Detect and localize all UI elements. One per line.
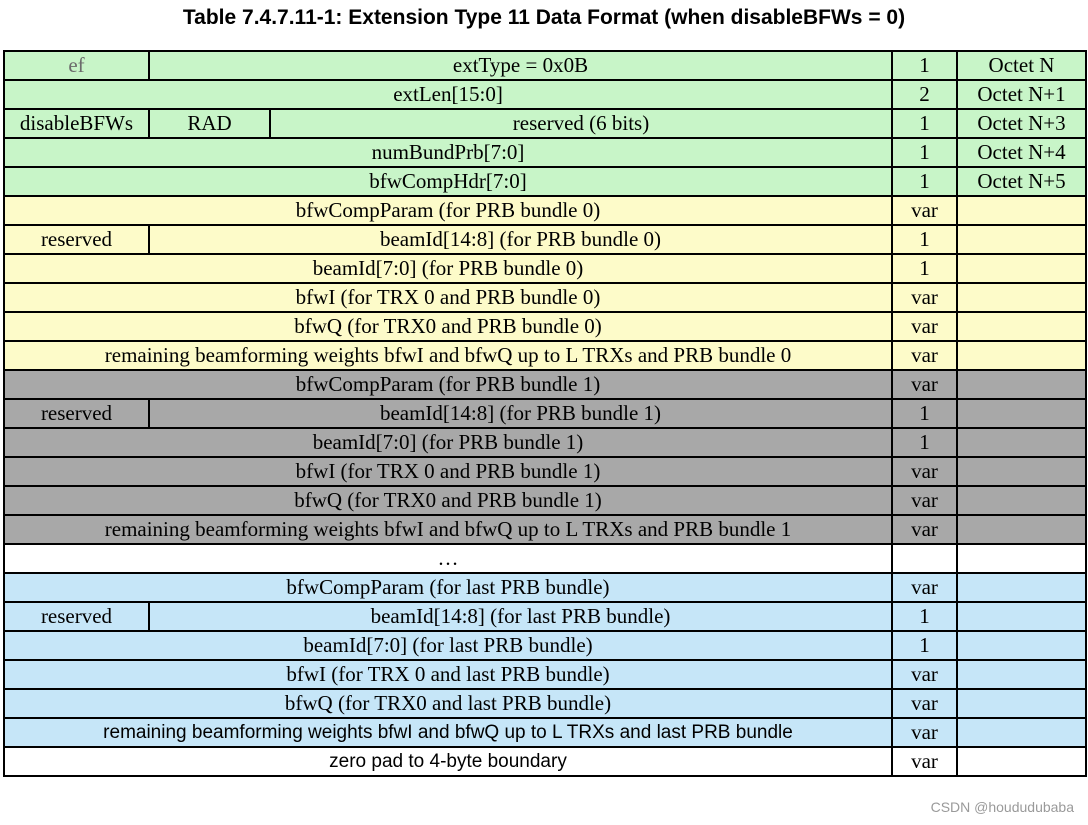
- octet-cell: [957, 689, 1086, 718]
- table-row: [4, 515, 1086, 544]
- field-cell: beamId[14:8] (for last PRB bundle): [149, 602, 892, 631]
- octet-cell: Octet N+1: [957, 80, 1086, 109]
- bytes-cell: var: [892, 196, 957, 225]
- field-cell: bfwI (for TRX 0 and PRB bundle 1): [4, 457, 892, 486]
- table-row: [4, 283, 1086, 312]
- octet-cell: [957, 660, 1086, 689]
- bytes-cell: var: [892, 312, 957, 341]
- bytes-cell: 1: [892, 602, 957, 631]
- csdn-watermark: CSDN @hoududubaba: [930, 799, 1074, 815]
- octet-cell: Octet N: [957, 51, 1086, 80]
- octet-cell: [957, 631, 1086, 660]
- bytes-cell: 1: [892, 51, 957, 80]
- octet-cell: [957, 196, 1086, 225]
- octet-cell: [957, 341, 1086, 370]
- octet-cell: [957, 254, 1086, 283]
- disable-bfws-cell: disableBFWs: [4, 109, 149, 138]
- table-row: [4, 51, 1086, 80]
- octet-cell: [957, 225, 1086, 254]
- reserved-cell: reserved: [4, 602, 149, 631]
- field-cell: reserved (6 bits): [270, 109, 892, 138]
- field-cell: zero pad to 4-byte boundary: [4, 747, 892, 776]
- bytes-cell: var: [892, 689, 957, 718]
- field-cell: beamId[14:8] (for PRB bundle 1): [149, 399, 892, 428]
- octet-cell: [957, 312, 1086, 341]
- octet-cell: [957, 515, 1086, 544]
- field-cell: remaining beamforming weights bfwI and bfwQ up to L TRXs and PRB bundle 1: [4, 515, 892, 544]
- octet-cell: [957, 747, 1086, 776]
- field-cell: beamId[14:8] (for PRB bundle 0): [149, 225, 892, 254]
- table-row: [4, 573, 1086, 602]
- bytes-cell: var: [892, 515, 957, 544]
- bytes-cell: var: [892, 718, 957, 747]
- field-cell: bfwI (for TRX 0 and last PRB bundle): [4, 660, 892, 689]
- octet-cell: [957, 486, 1086, 515]
- field-cell: bfwCompParam (for last PRB bundle): [4, 573, 892, 602]
- table-row: [4, 225, 1086, 254]
- table-row: [4, 80, 1086, 109]
- table-row: [4, 196, 1086, 225]
- table-row: [4, 486, 1086, 515]
- field-cell: beamId[7:0] (for last PRB bundle): [4, 631, 892, 660]
- bytes-cell: var: [892, 747, 957, 776]
- field-cell: bfwCompHdr[7:0]: [4, 167, 892, 196]
- octet-cell: [957, 602, 1086, 631]
- octet-cell: Octet N+4: [957, 138, 1086, 167]
- bytes-cell: 1: [892, 428, 957, 457]
- octet-cell: [957, 428, 1086, 457]
- table-row: [4, 399, 1086, 428]
- table-row: [4, 428, 1086, 457]
- octet-cell: [957, 399, 1086, 428]
- field-cell: extType = 0x0B: [149, 51, 892, 80]
- table-row: [4, 254, 1086, 283]
- rad-cell: RAD: [149, 109, 270, 138]
- field-cell: extLen[15:0]: [4, 80, 892, 109]
- bytes-cell: 1: [892, 167, 957, 196]
- octet-cell: [957, 457, 1086, 486]
- octet-cell: [957, 544, 1086, 573]
- bytes-cell: 1: [892, 225, 957, 254]
- bytes-cell: var: [892, 486, 957, 515]
- bytes-cell: 1: [892, 399, 957, 428]
- table-title: Table 7.4.7.11-1: Extension Type 11 Data Format (when disableBFWs = 0): [182, 6, 906, 29]
- bytes-cell: 2: [892, 80, 957, 109]
- field-cell: bfwCompParam (for PRB bundle 0): [4, 196, 892, 225]
- bytes-cell: var: [892, 660, 957, 689]
- table-row: [4, 138, 1086, 167]
- octet-cell: [957, 283, 1086, 312]
- table-row: [4, 109, 1086, 138]
- table-row: [4, 457, 1086, 486]
- field-cell: bfwQ (for TRX0 and PRB bundle 1): [4, 486, 892, 515]
- table-row: [4, 341, 1086, 370]
- bytes-cell: var: [892, 283, 957, 312]
- field-cell: bfwI (for TRX 0 and PRB bundle 0): [4, 283, 892, 312]
- extension-type-11-table: [3, 50, 1087, 777]
- table-row: [4, 370, 1086, 399]
- table-row: [4, 747, 1086, 776]
- bytes-cell: 1: [892, 138, 957, 167]
- field-cell: remaining beamforming weights bfwI and bfwQ up to L TRXs and PRB bundle 0: [4, 341, 892, 370]
- octet-cell: Octet N+5: [957, 167, 1086, 196]
- table-row: [4, 167, 1086, 196]
- octet-cell: [957, 370, 1086, 399]
- bytes-cell: var: [892, 573, 957, 602]
- octet-cell: [957, 573, 1086, 602]
- ef-cell: ef: [4, 51, 149, 80]
- field-cell: beamId[7:0] (for PRB bundle 0): [4, 254, 892, 283]
- table-row: [4, 660, 1086, 689]
- ellipsis-cell: …: [4, 544, 892, 573]
- bytes-cell: var: [892, 370, 957, 399]
- table-row: [4, 718, 1086, 747]
- bytes-cell: var: [892, 341, 957, 370]
- field-cell: numBundPrb[7:0]: [4, 138, 892, 167]
- bytes-cell: [892, 544, 957, 573]
- reserved-cell: reserved: [4, 225, 149, 254]
- table-row: [4, 602, 1086, 631]
- bytes-cell: var: [892, 457, 957, 486]
- field-cell: beamId[7:0] (for PRB bundle 1): [4, 428, 892, 457]
- table-row: [4, 689, 1086, 718]
- bytes-cell: 1: [892, 109, 957, 138]
- octet-cell: Octet N+3: [957, 109, 1086, 138]
- field-cell: bfwQ (for TRX0 and PRB bundle 0): [4, 312, 892, 341]
- table-row: [4, 631, 1086, 660]
- field-cell: remaining beamforming weights bfwI and bfwQ up to L TRXs and last PRB bundle: [4, 718, 892, 747]
- table-row: [4, 544, 1086, 573]
- bytes-cell: 1: [892, 631, 957, 660]
- reserved-cell: reserved: [4, 399, 149, 428]
- table-row: [4, 312, 1086, 341]
- octet-cell: [957, 718, 1086, 747]
- bytes-cell: 1: [892, 254, 957, 283]
- field-cell: bfwQ (for TRX0 and last PRB bundle): [4, 689, 892, 718]
- field-cell: bfwCompParam (for PRB bundle 1): [4, 370, 892, 399]
